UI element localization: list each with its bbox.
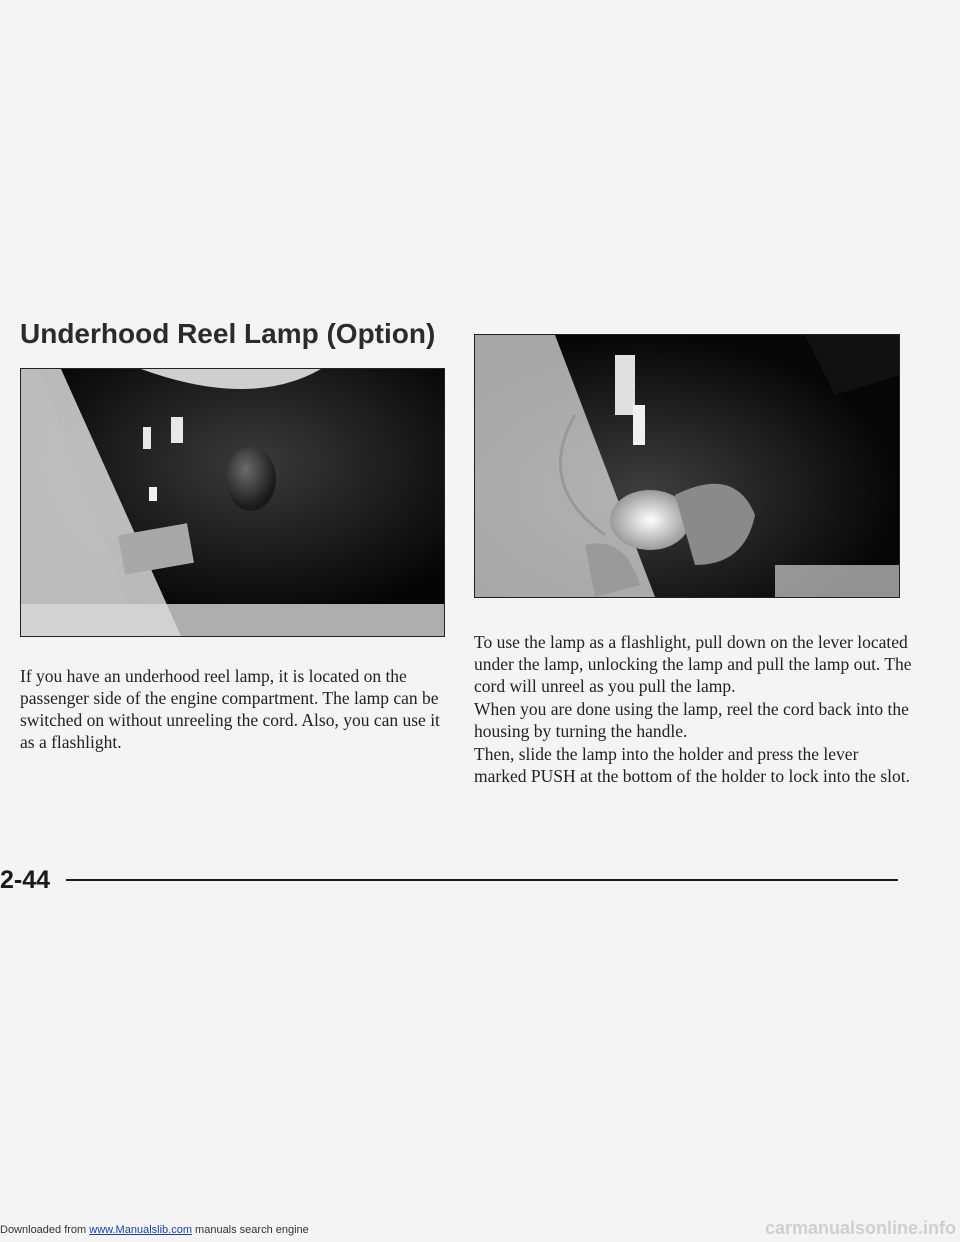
footer-prefix: Downloaded from [0,1224,87,1236]
reel-lamp-photo [20,368,445,637]
reel-cord-paragraph: When you are done using the lamp, reel the cord back into the housing by turning the handle. [474,699,909,741]
footer-suffix: manuals search engine [195,1224,309,1236]
download-footer [0,1224,309,1236]
page-title: Underhood Reel Lamp (Option) [20,318,436,349]
lamp-in-use-photo [474,334,900,598]
intro-paragraph: If you have an underhood reel lamp, it is located on the passenger side of the engine compartment. The lamp can be switched on without unreeling the cord. Also, you can use it as a flashlight. [20,666,440,752]
lock-lamp-paragraph: Then, slide the lamp into the holder and press the lever marked PUSH at the bottom of the holder to lock into the slot. [474,744,910,786]
footer-rule [66,879,898,881]
page-number: 2-44 [0,866,51,894]
manualslib-link[interactable]: www.Manualslib.com [89,1224,192,1236]
watermark: carmanualsonline.info [764,1218,956,1238]
flashlight-paragraph: To use the lamp as a flashlight, pull down on the lever located under the lamp, unlocking the lamp and pull the lamp out. The cord will unreel as you pull the lamp. [474,632,912,696]
